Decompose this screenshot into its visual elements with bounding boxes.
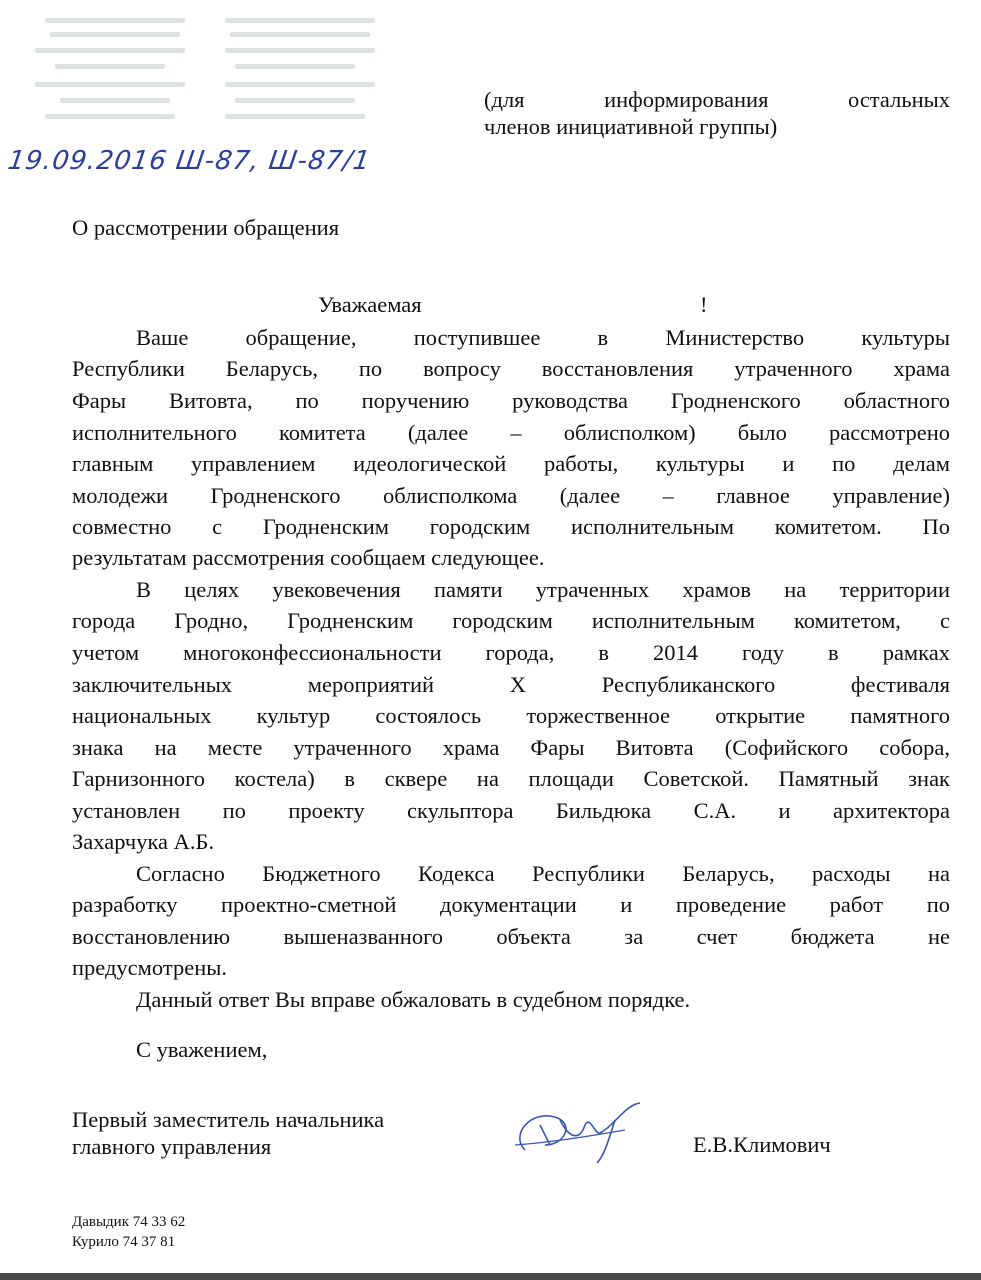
body-line: разработку проектно-сметной документации и проведение работ по — [72, 892, 950, 917]
body-line: совместно с Гродненским городским исполнительным комитетом. По — [72, 514, 950, 539]
body-line: Гарнизонного костела) в сквере на площади Советской. Памятный знак — [72, 766, 950, 791]
body-line: предусмотрены. — [72, 955, 227, 980]
handwritten-registration-note: 19.09.2016 Ш-87, Ш-87/1 — [5, 146, 373, 176]
body-line: национальных культур состоялось торжественное открытие памятного — [72, 703, 950, 728]
body-line: молодежи Гродненского облисполкома (далее – главное управление) — [72, 483, 950, 508]
signatory-position-line-2: главного управления — [72, 1134, 272, 1159]
body-line: В целях увековечения памяти утраченных храмов на территории — [136, 577, 950, 602]
body-line: результатам рассмотрения сообщаем следующее. — [72, 545, 545, 570]
addressee-line-2: членов инициативной группы) — [484, 114, 778, 139]
body-line: Захарчука А.Б. — [72, 829, 215, 854]
closing: С уважением, — [136, 1037, 268, 1062]
subject-line: О рассмотрении обращения — [72, 215, 340, 240]
body-line: Ваше обращение, поступившее в Министерство культуры — [136, 325, 950, 350]
salutation-exclamation: ! — [700, 292, 708, 317]
body-line: учетом многоконфессиональности города, в 2014 году в рамках — [72, 640, 950, 665]
body-line: установлен по проекту скульптора Бильдюка С.А. и архитектора — [72, 798, 950, 823]
body-line: главным управлением идеологической работы, культуры и по делам — [72, 451, 950, 476]
signature — [505, 1095, 655, 1170]
contact-2: Курило 74 37 81 — [72, 1234, 176, 1250]
body-line: города Гродно, Гродненским городским исполнительным комитетом, с — [72, 608, 950, 633]
body-line: заключительных мероприятий X Республиканского фестиваля — [72, 672, 950, 697]
signatory-position-line-1: Первый заместитель начальника — [72, 1107, 385, 1132]
body-line: Фары Витовта, по поручению руководства Гродненского областного — [72, 388, 950, 413]
body-line: знака на месте утраченного храма Фары Витовта (Софийского собора, — [72, 735, 950, 760]
faded-stamp — [35, 10, 415, 140]
body-line: Согласно Бюджетного Кодекса Республики Беларусь, расходы на — [136, 861, 950, 886]
addressee-line-1: (для информирования остальных — [484, 87, 950, 112]
body-line: восстановлению вышеназванного объекта за счет бюджета не — [72, 924, 950, 949]
contact-1: Давыдик 74 33 62 — [72, 1214, 186, 1230]
body-line: Республики Беларусь, по вопросу восстановления утраченного храма — [72, 356, 950, 381]
body-line: Данный ответ Вы вправе обжаловать в судебном порядке. — [136, 987, 691, 1012]
salutation: Уважаемая — [318, 292, 422, 317]
body-line: исполнительного комитета (далее – облисполком) было рассмотрено — [72, 420, 950, 445]
bottom-border — [0, 1273, 981, 1280]
signatory-name: Е.В.Климович — [693, 1132, 831, 1157]
